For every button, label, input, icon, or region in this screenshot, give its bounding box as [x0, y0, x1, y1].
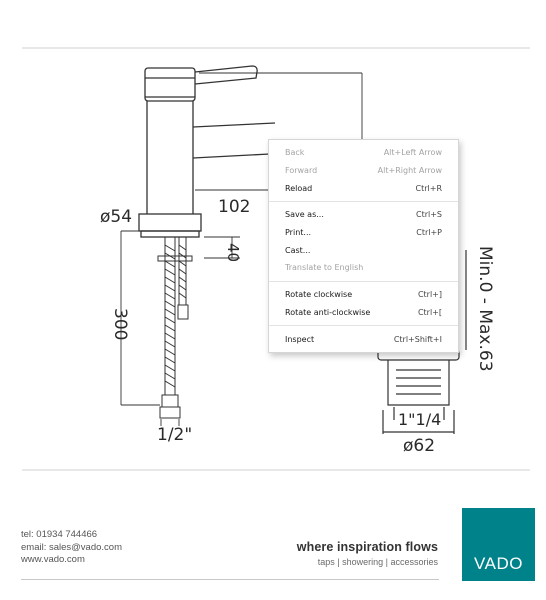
- vado-logo: [462, 508, 535, 581]
- menu-item-shortcut: Ctrl+Shift+I: [393, 334, 442, 344]
- menu-item-label: Reload: [285, 183, 313, 193]
- menu-item-shortcut: Ctrl+R: [415, 183, 442, 193]
- dim-diameter-62: ø62: [403, 436, 436, 456]
- context-menu: [268, 139, 459, 353]
- menu-item-print[interactable]: [269, 224, 458, 242]
- menu-item-label: Save as...: [285, 210, 324, 220]
- menu-item-label: Rotate anti-clockwise: [285, 307, 371, 317]
- dim-waste-range: Min.0 - Max.63: [475, 246, 495, 372]
- tagline-sub: taps | showering | accessories: [317, 557, 438, 567]
- contact-info: [21, 529, 122, 567]
- menu-item-label: Translate to English: [285, 263, 364, 273]
- contact-email[interactable]: email: sales@vado.com: [21, 541, 122, 553]
- menu-item-cast[interactable]: [269, 241, 458, 259]
- menu-item-translate[interactable]: [269, 259, 458, 277]
- dim-40: 40: [224, 243, 242, 263]
- menu-item-reload[interactable]: [269, 179, 458, 197]
- menu-item-inspect[interactable]: [269, 330, 458, 348]
- dim-diameter-54: ø54: [100, 207, 133, 227]
- tap-body: [139, 66, 275, 237]
- menu-item-save-as[interactable]: [269, 206, 458, 224]
- menu-item-back[interactable]: [269, 144, 458, 162]
- logo-wordmark: VADO: [474, 554, 523, 573]
- menu-item-label: Forward: [285, 166, 318, 176]
- dim-300: 300: [110, 308, 130, 341]
- menu-item-label: Rotate clockwise: [285, 290, 353, 300]
- menu-item-label: Print...: [285, 228, 312, 238]
- menu-item-label: Cast...: [285, 245, 311, 255]
- menu-item-shortcut: Ctrl+P: [416, 228, 442, 238]
- menu-separator: [269, 325, 458, 326]
- menu-item-shortcut: Alt+Left Arrow: [383, 148, 442, 158]
- menu-item-shortcut: Ctrl+]: [417, 290, 442, 300]
- tagline-main: where inspiration flows: [296, 540, 438, 554]
- contact-tel: tel: 01934 744466: [21, 529, 98, 540]
- menu-separator: [269, 281, 458, 282]
- menu-item-rotate-anticlockwise[interactable]: [269, 304, 458, 322]
- dim-1-1-4: 1"1/4: [398, 410, 442, 429]
- menu-item-shortcut: Ctrl+S: [415, 210, 442, 220]
- dim-half-inch: 1/2": [157, 425, 193, 445]
- brand-tagline: [297, 540, 438, 567]
- menu-item-shortcut: Ctrl+[: [417, 307, 442, 317]
- contact-website[interactable]: www.vado.com: [21, 554, 85, 565]
- menu-item-forward[interactable]: [269, 162, 458, 180]
- supply-hoses: [158, 237, 192, 418]
- menu-item-shortcut: Alt+Right Arrow: [377, 166, 442, 176]
- menu-item-rotate-clockwise[interactable]: [269, 286, 458, 304]
- menu-item-label: Back: [285, 148, 305, 158]
- dim-102: 102: [218, 197, 251, 217]
- menu-separator: [269, 201, 458, 202]
- footer-divider: [21, 579, 439, 580]
- menu-item-label: Inspect: [285, 334, 315, 344]
